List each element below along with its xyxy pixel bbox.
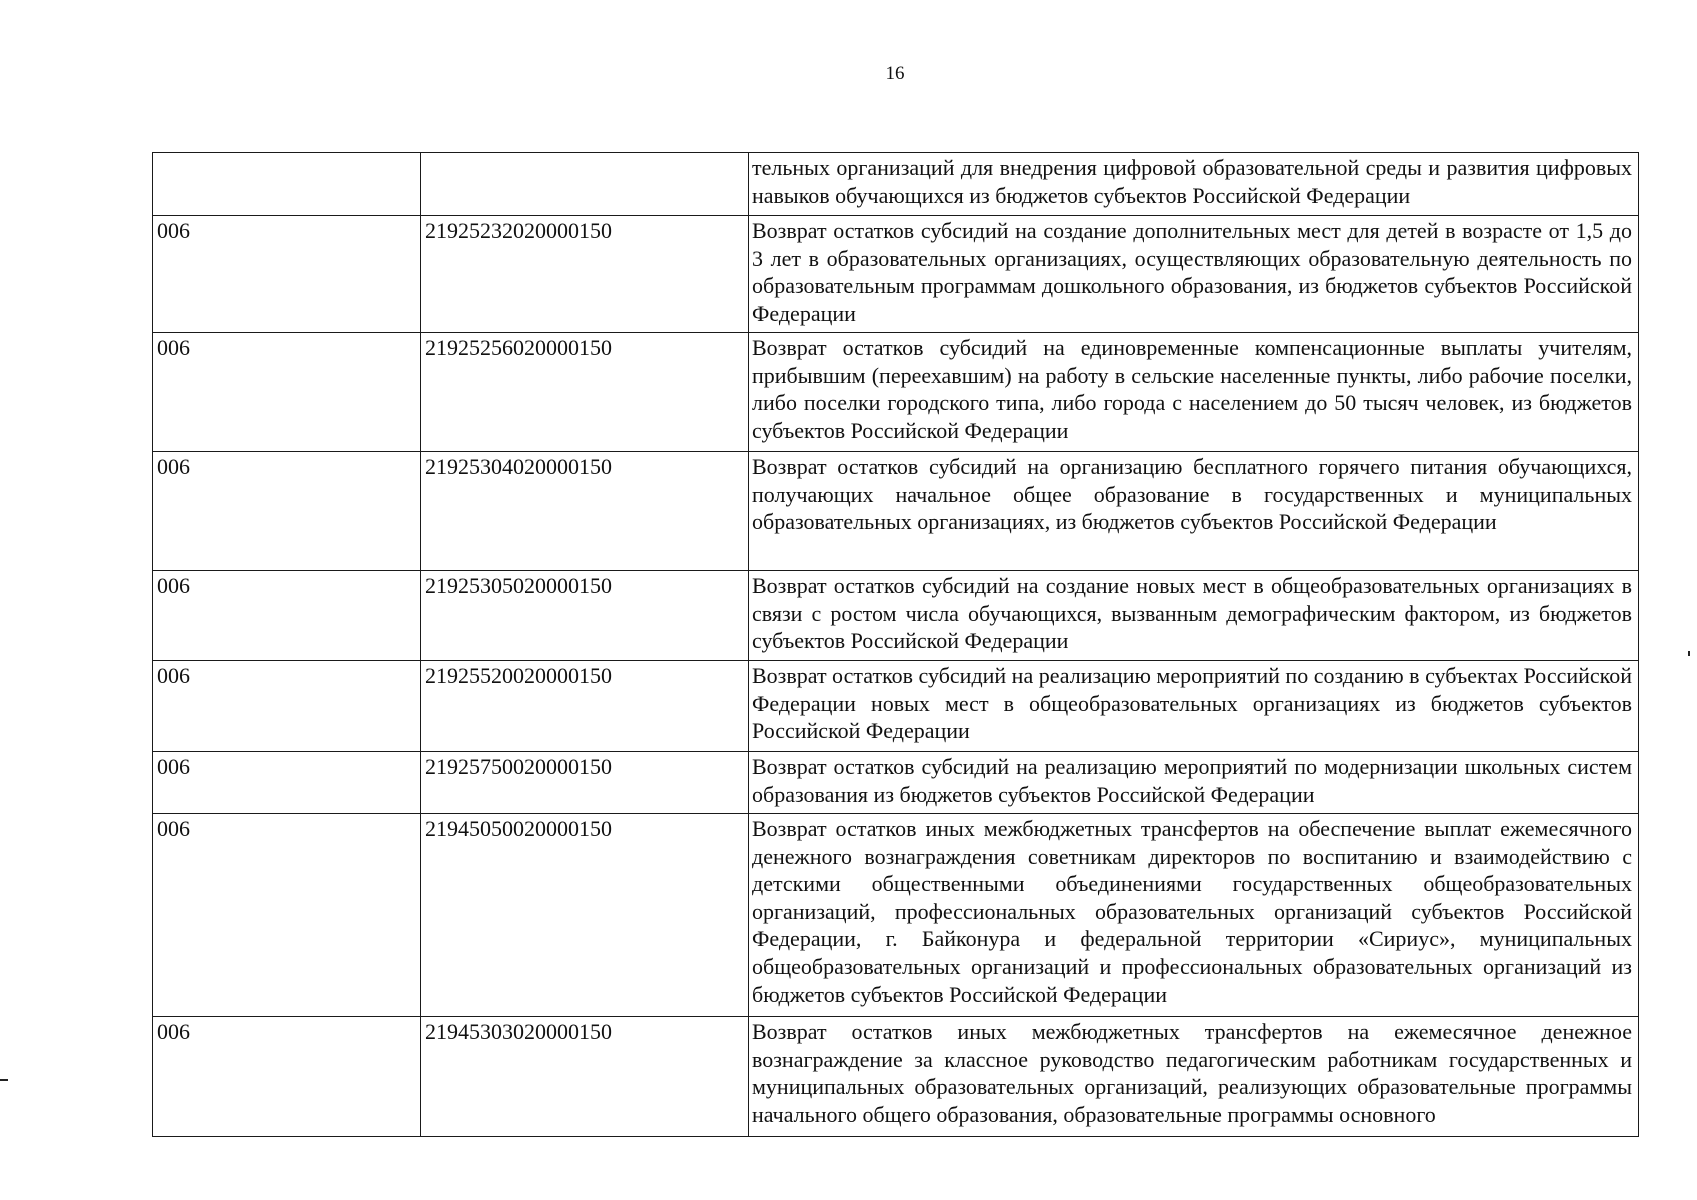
budget-code-cell: 21925256020000150	[421, 333, 749, 452]
budget-code-cell: 21925520020000150	[421, 661, 749, 752]
table-row	[153, 814, 1639, 1017]
page-number: 16	[885, 63, 905, 84]
budget-code-table	[152, 152, 1639, 1137]
description-cell: Возврат остатков субсидий на реализацию мероприятий по модернизации школьных систем образования из бюджетов субъектов Российской Федерации	[749, 752, 1639, 814]
description-cell: Возврат остатков иных межбюджетных трансфертов на ежемесячное денежное вознаграждение за классное руководство педагогическим работникам государственных и муниципальных образовательных организаций, реализующих образовательные программы начального общего образования, образовательные программы основного	[749, 1017, 1639, 1137]
table-row	[153, 333, 1639, 452]
admin-code-cell: 006	[153, 216, 421, 333]
scan-edge-mark	[1688, 651, 1690, 656]
description-cell: Возврат остатков иных межбюджетных трансфертов на обеспечение выплат ежемесячного денежного вознаграждения советникам директоров по воспитанию и взаимодействию с детскими общественными объединениями государственных общеобразовательных организаций, профессиональных образовательных организаций субъектов Российской Федерации, г. Байконура и федеральной территории «Сириус», муниципальных общеобразовательных организаций и профессиональных образовательных организаций из бюджетов субъектов Российской Федерации	[749, 814, 1639, 1017]
table-row	[153, 153, 1639, 216]
admin-code-cell: 006	[153, 452, 421, 571]
description-cell: Возврат остатков субсидий на создание новых мест в общеобразовательных организациях в связи с ростом числа обучающихся, вызванным демографическим фактором, из бюджетов субъектов Российской Федерации	[749, 571, 1639, 661]
budget-code-cell: 21925232020000150	[421, 216, 749, 333]
table-row	[153, 661, 1639, 752]
budget-code-cell: 21945303020000150	[421, 1017, 749, 1137]
description-cell: Возврат остатков субсидий на реализацию мероприятий по созданию в субъектах Российской Федерации новых мест в общеобразовательных организациях из бюджетов субъектов Российской Федерации	[749, 661, 1639, 752]
table-row	[153, 752, 1639, 814]
admin-code-cell: 006	[153, 752, 421, 814]
budget-code-cell: 21925305020000150	[421, 571, 749, 661]
admin-code-cell: 006	[153, 1017, 421, 1137]
description-cell: Возврат остатков субсидий на создание дополнительных мест для детей в возрасте от 1,5 до 3 лет в образовательных организациях, осуществляющих образовательную деятельность по образовательным программам дошкольного образования, из бюджетов субъектов Российской Федерации	[749, 216, 1639, 333]
admin-code-cell	[153, 153, 421, 216]
table-row	[153, 216, 1639, 333]
description-cell: тельных организаций для внедрения цифровой образовательной среды и развития цифровых навыков обучающихся из бюджетов субъектов Российской Федерации	[749, 153, 1639, 216]
budget-code-cell	[421, 153, 749, 216]
table-row	[153, 452, 1639, 571]
admin-code-cell: 006	[153, 661, 421, 752]
admin-code-cell: 006	[153, 814, 421, 1017]
budget-code-cell: 21945050020000150	[421, 814, 749, 1017]
budget-code-cell: 21925304020000150	[421, 452, 749, 571]
description-cell: Возврат остатков субсидий на организацию бесплатного горячего питания обучающихся, получающих начальное общее образование в государственных и муниципальных образовательных организациях, из бюджетов субъектов Российской Федерации	[749, 452, 1639, 571]
table-row	[153, 571, 1639, 661]
table-row	[153, 1017, 1639, 1137]
admin-code-cell: 006	[153, 333, 421, 452]
description-cell: Возврат остатков субсидий на единовременные компенсационные выплаты учителям, прибывшим (переехавшим) на работу в сельские населенные пункты, либо рабочие поселки, либо поселки городского типа, либо города с населением до 50 тысяч человек, из бюджетов субъектов Российской Федерации	[749, 333, 1639, 452]
budget-code-cell: 21925750020000150	[421, 752, 749, 814]
admin-code-cell: 006	[153, 571, 421, 661]
scan-edge-mark	[0, 1079, 8, 1081]
